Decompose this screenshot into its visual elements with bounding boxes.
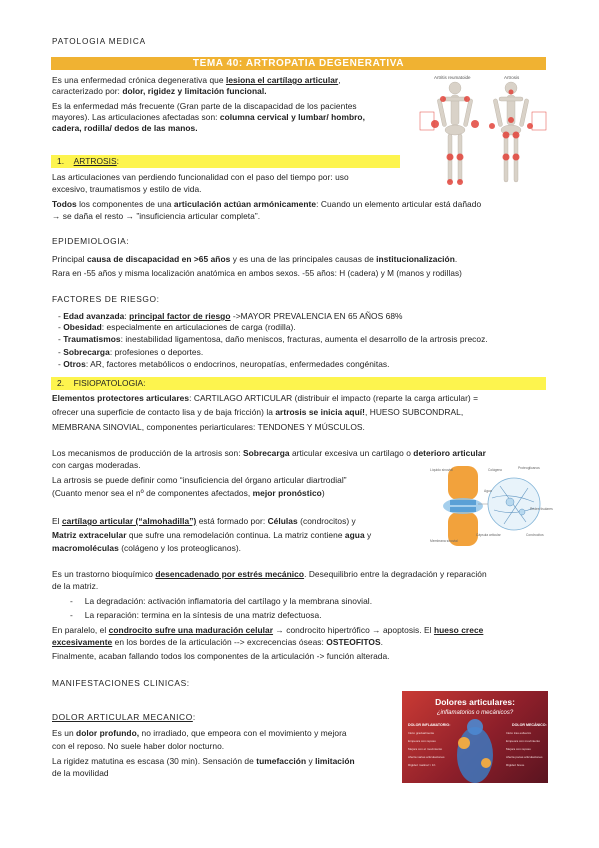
- clin-line-3: La rigidez matutina es escasa (30 min). Sensación de tumefacción y limitación: [52, 756, 355, 766]
- pain-poster-figure: [402, 691, 548, 783]
- poster-right-item: Mejora con reposo: [506, 747, 531, 751]
- label-membrana: Membrana sinovial: [430, 539, 458, 543]
- topic-title: TEMA 40: ARTROPATIA DEGENERATIVA: [51, 57, 546, 70]
- s2-line-9: Matriz extracelular que sufre una remodelación continua. La matriz contiene agua y: [52, 530, 372, 540]
- clinical-subheading: DOLOR ARTICULAR MECANICO:: [52, 712, 196, 722]
- risk-heading: FACTORES DE RIESGO:: [52, 294, 160, 304]
- joint-figure: [430, 462, 553, 552]
- label-capsula: Cápsula articular: [476, 533, 501, 537]
- intro-line-5: cadera, rodilla/ dedos de las manos.: [52, 123, 198, 133]
- s2-line-6: La artrosis se puede definir como “insuficiencia del órgano articular diartrodial”: [52, 475, 347, 485]
- skeleton-figure: [420, 72, 546, 192]
- s2-line-7: (Cuanto menor sea el nº de componentes afectados, mejor pronóstico): [52, 488, 325, 498]
- poster-left-item: Inicio gradualmente: [408, 731, 435, 735]
- poster-right-item: Afecta pocas articulaciones: [506, 755, 543, 759]
- poster-right-item: Empeora con movimiento: [506, 739, 541, 743]
- s2-line-1: Elementos protectores articulares: CARTILAGO ARTICULAR (distribuir el impacto (reparte la carga articular) =: [52, 393, 479, 403]
- s2-line-8: El cartílago articular (“almohadilla”) está formado por: Células (condrocitos) y: [52, 516, 356, 526]
- label-artritis: Artritis reumatoide: [434, 75, 471, 80]
- poster-left-item: Empeora con reposo: [408, 739, 436, 743]
- label-agua: Agua: [484, 489, 492, 493]
- s2-line-2: ofrecer una superficie de contacto lisa y de baja fricción) la artrosis se inicia aquí!, HUESO SUBCONDRAL,: [52, 407, 464, 417]
- label-condrocitos: Condrocitos: [526, 533, 544, 537]
- joint-illustration: [430, 462, 553, 552]
- label-artrosis: Artrosis: [504, 75, 520, 80]
- clin-line-2: con el reposo. No suele haber dolor nocturno.: [52, 741, 225, 751]
- pain-poster: [402, 691, 548, 783]
- s1-line-4: → se daña el resto → ”insuficiencia articular completa”.: [52, 211, 261, 221]
- page-header: PATOLOGIA MEDICA: [52, 37, 147, 46]
- poster-title-1: Dolores articulares:: [435, 697, 515, 707]
- s1-line-3: Todos los componentes de una articulación actúan armónicamente: Cuando un elemento articular está dañado: [52, 199, 482, 209]
- section-1-heading: 1. ARTROSIS:: [57, 156, 120, 166]
- section-2-heading: 2. FISIOPATOLOGIA:: [57, 378, 146, 388]
- risk-item-4: - Sobrecarga: profesiones o deportes.: [58, 347, 204, 357]
- label-proteoglicanos: Proteoglicanos: [518, 466, 540, 470]
- s2-dash-2: - La reparación: termina en la síntesis de una matriz defectuosa.: [70, 610, 322, 620]
- clinical-heading: MANIFESTACIONES CLINICAS:: [52, 678, 190, 688]
- risk-item-5: - Otros: AR, factores metabólicos o endocrinos, neuropatías, enfermedades congénitas.: [58, 359, 390, 369]
- epi-line-2: Rara en -55 años y misma localización anatómica en ambos sexos. -55 años: H (cadera) y M (manos y rodillas): [52, 269, 462, 278]
- risk-item-3: - Traumatismos: inestabilidad ligamentosa, daño meniscos, fracturas, aumenta el desarrollo de la artrosis precoz.: [58, 334, 488, 344]
- poster-left-head: DOLOR INFLAMATORIO:: [408, 723, 451, 727]
- epi-line-1: Principal causa de discapacidad en >65 años y es una de las principales causas de institucionalización.: [52, 254, 458, 264]
- s2-line-4: Los mecanismos de producción de la artrosis son: Sobrecarga articular excesiva un cartilago o deterioro articular: [52, 448, 486, 458]
- s2-line-3: MEMBRANA SINOVIAL, componentes periarticulares: TENDONES Y MÚSCULOS.: [52, 422, 365, 432]
- s1-line-1: Las articulaciones van perdiendo funcionalidad con el paso del tiempo por: uso: [52, 172, 349, 182]
- s2-dash-1: - La degradación: activación inflamatoria del cartílago y la membrana sinovial.: [70, 596, 373, 606]
- intro-line-4: mayores). Las articulaciones afectadas son: columna cervical y lumbar/ hombro,: [52, 112, 365, 122]
- risk-item-2: - Obesidad: especialmente en articulaciones de carga (rodilla).: [58, 322, 296, 332]
- s2-line-14: excesivamente en los bordes de la articulación --> excrecencias óseas: OSTEOFITOS.: [52, 637, 383, 647]
- intro-line-2: caracterizado por: dolor, rigidez y limitación funcional.: [52, 86, 267, 96]
- epidemiology-heading: EPIDEMIOLOGIA:: [52, 236, 130, 246]
- label-liquido: Líquido sinovial: [430, 468, 453, 472]
- s2-line-11: Es un trastorno bioquímico desencadenado por estrés mecánico. Desequilibrio entre la degradación y reparación: [52, 569, 487, 579]
- s2-line-13: En paralelo, el condrocito sufre una maduración celular → condrocito hipertrófico → apoptosis. El hueso crece: [52, 625, 484, 635]
- intro-line-1: Es una enfermedad crónica degenerativa que lesiona el cartílago articular,: [52, 75, 341, 85]
- poster-left-item: Mejora con el movimiento: [408, 747, 443, 751]
- intro-line-3: Es la enfermedad más frecuente (Gran parte de la discapacidad de los pacientes: [52, 101, 357, 111]
- label-colageno: Colágeno: [488, 468, 503, 472]
- risk-item-1: - Edad avanzada: principal factor de riesgo ->MAYOR PREVALENCIA EN 65 AÑOS 68%: [58, 311, 403, 321]
- s2-line-15: Finalmente, acaban fallando todos los componentes de la articulación -> función alterada.: [52, 651, 390, 661]
- s2-line-5: con cargas moderadas.: [52, 460, 141, 470]
- poster-title-2: ¿inflamatorios o mecánicos?: [436, 710, 514, 716]
- poster-left-item: Afecta varias articulaciones: [408, 755, 445, 759]
- poster-right-head: DOLOR MECÁNICO:: [512, 723, 547, 727]
- s1-line-2: excesivo, traumatismos y estilo de vida.: [52, 184, 202, 194]
- s2-line-12: de la matriz.: [52, 581, 99, 591]
- poster-left-item: Rigidez matinal > 1h: [408, 763, 436, 767]
- poster-right-item: Inicio tras esfuerzo: [506, 731, 532, 735]
- s2-line-10: macromoléculas (colágeno y los proteoglicanos).: [52, 543, 242, 553]
- skeleton-illustration: [420, 72, 546, 192]
- poster-right-item: Rigidez breve: [506, 763, 525, 767]
- clin-line-1: Es un dolor profundo, no irradiado, que empeora con el movimiento y mejora: [52, 728, 347, 738]
- label-redes: Redes tisulares: [530, 507, 553, 511]
- clin-line-4: de la movilidad: [52, 768, 109, 778]
